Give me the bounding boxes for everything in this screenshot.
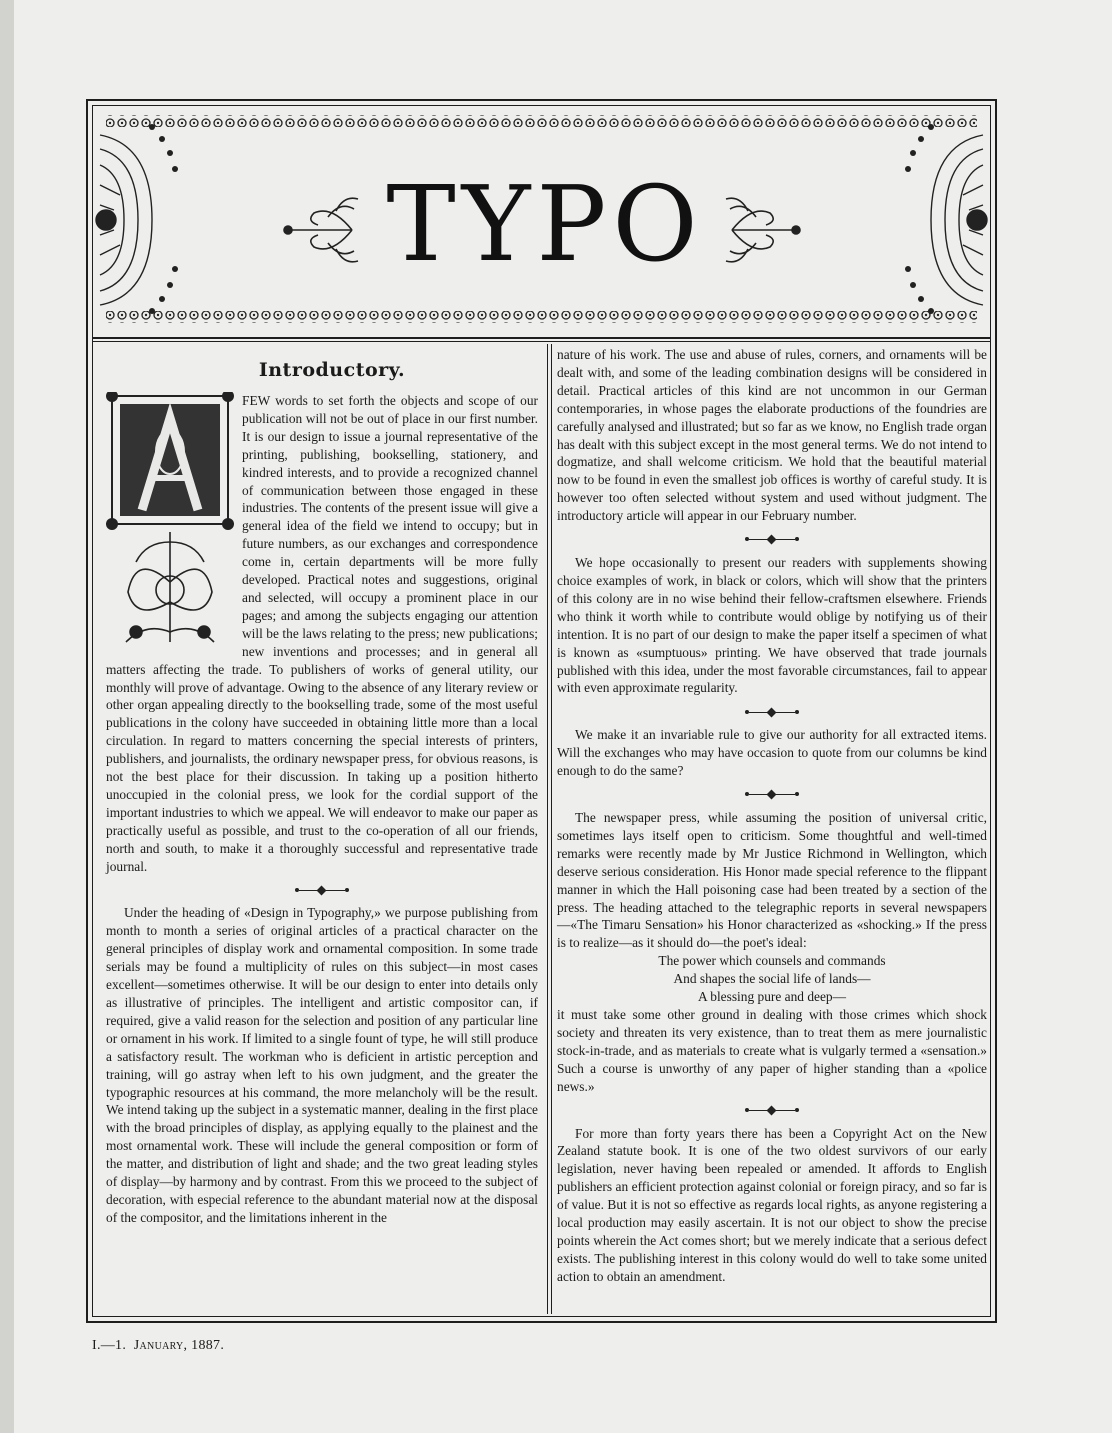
paragraph: Under the heading of «Design in Typography,» we purpose publishing from month to month a series of original articles of a practical character on the general principles of display work and ornamental composition. In some trade serials may be found a multiplicity of rules on this subject—in most cases excellent—sometimes otherwise. It will be our design to enter into details only as illustrative of principles. The intelligent and artistic compositor can, if required, give a valid reason for the selection and position of any particular line or ornament in his work. If limited to a single fount of type, he will still produce a satisfactory result. The workman who is deficient in artistic perception and training, will go astray when left to his own judgment, and the greater the typographic resources at his command, the more melancholy will be the result. We intend taking up the subject in a systematic manner, dealing in the first place with the broad principles of display, as applying equally to the plainest and the most ornamental work. These will include the general composition or form of the matter, and distribution of light and shade; and the two great leading styles of display—by harmony and by contrast. From this we proceed to the subject of decoration, with especial reference to the abundant material now at the disposal of the compositor, and the limitations inherent in the [106, 905, 538, 1225]
paragraph: nature of his work. The use and abuse of rules, corners, and ornaments will be dealt with, and some of the leading combination designs will be considered in detail. Practical articles of this kind are not uncommon in our German contemporaries, in whose pages the elaborate productions of the foundries are carefully analysed and illustrated; but so far as we know, no English trade organ has dealt with this subject except in the most general terms. We do not intend to dogmatize, and shall welcome criticism. We hold that the beautiful material now to be found in even the smallest job offices is worthy of careful study. It is however too often selected without system and used without judgment. The introductory article will appear in our February number. [557, 347, 987, 524]
verse-line: A blessing pure and deep— [697, 989, 846, 1005]
dropcap-ornament [106, 392, 234, 650]
right-corner-ornament [931, 135, 987, 305]
verse-line: And shapes the social life of lands— [673, 971, 871, 987]
masthead-title: TYPO [386, 163, 704, 285]
separator [557, 786, 987, 802]
paragraph: For more than forty years there has been a Copyright Act on the New Zealand statute book. It is one of the two oldest survivors of our early legislation, never having been repealed or amended. It affords to English publishers an efficient protection against colonial or foreign piracy, and so far is of value. But it is not so effective as regards local rights, as anyone registering a local production may easily ascertain. It is not our object to show the precise points wherein the Act comes short; but we merely indicate that a serious defect exists. The publishing interest in this colony would do well to take some united action to obtain an amendment. [557, 1125, 987, 1284]
separator [557, 1102, 987, 1118]
masthead-rule [92, 337, 991, 339]
paragraph: FEW words to set forth the objects and scope of our publication will not be out of place in our first number. It is our design to issue a journal representative of the printing, publishing, bookselling, stationery, and kindred interests, and to provide a recognized channel of communication between those engaged in these industries. The contents of the present issue will give a general idea of the field we intend to occupy; but in future numbers, as our exchanges and correspondence come in, certain departments will be more fully developed. Practical notes and suggestions, original and selected, will occupy a prominent place in our pages; and among the subjects engaging our attention will be the laws relating to the press; new publications; new inventions and processes; and in general all matters affecting the trade. To publishers of works of general utility, our monthly will prove of advantage. Owing to the absence of any literary review or other organ appealing directly to the bookselling trade, some of the most useful publications in the colony have succeeded in obtaining little more than a local circulation. In regard to matters concerning the special interests of printers, publishers, and journalists, the ordinary newspaper press, for obvious reasons, is not the best place for their discussion. In taking up a position hitherto unoccupied in the colonial press, we look for the cordial support of the important industries to which we appeal. We will endeavor to make our paper as practically useful as possible, and trust to the co-operation of all our friends, north and south, to make it a thoroughly successful and representative trade journal. [106, 393, 538, 874]
left-column [106, 346, 538, 1227]
left-corner-ornament [96, 135, 152, 305]
separator [557, 531, 987, 547]
page-edge [0, 0, 15, 1433]
issue-number: I.—1. [92, 1338, 127, 1353]
separator [106, 881, 538, 897]
right-fleuron [726, 198, 800, 262]
paragraph: The newspaper press, while assuming the position of universal critic, sometimes lays itself open to criticism. Some thoughtful and well-timed remarks were recently made by Mr Justice Richmond in Wellington, which deserve serious consideration. His Honor made special reference to the flippant manner in which the Hall poisoning case had been treated by a section of the press. The heading attached to the telegraphic reports in several newspapers—«The Timaru Sensation» his Honor characterized as «shocking.» If the press is to realize—as it should do—the poet's ideal: [557, 810, 987, 951]
dropcap-a-icon [106, 392, 234, 650]
masthead-rule-thin [92, 341, 991, 342]
paragraph: We hope occasionally to present our readers with supplements showing choice examples of work, in black or colors, which will show that the printers of this colony are in no wise behind their fellow-craftsmen elsewhere. Friends who think it worth while to contribute would oblige by notifying us of their intention. It is no part of our design to make the paper itself a specimen of what is known as «sumptuous» printing. We have observed that trade journals published with this idea, under the most favorable circumstances, fail to appear with even approximate regularity. [557, 555, 987, 696]
column-divider-thin [551, 344, 552, 1314]
separator [557, 703, 987, 719]
left-fleuron [284, 198, 358, 262]
right-column [557, 346, 987, 1286]
issue-footer [92, 1338, 224, 1354]
verse-line: The power which counsels and commands [658, 953, 886, 969]
section-heading: Introductory. [258, 359, 406, 381]
issue-date: January, 1887. [133, 1338, 225, 1353]
column-divider [547, 344, 548, 1314]
paragraph: it must take some other ground in dealing with those crimes which shock society and threaten its very existence, than to treat them as mere journalistic stock-in-trade, and as materials to create what is vulgarly termed a «sensation.» Such a course is unworthy of any paper of higher standing than a «police news.» [557, 1007, 987, 1094]
paragraph: We make it an invariable rule to give our authority for all extracted items. Will the exchanges who may have occasion to quote from our columns be kind enough to do the same? [557, 727, 987, 779]
